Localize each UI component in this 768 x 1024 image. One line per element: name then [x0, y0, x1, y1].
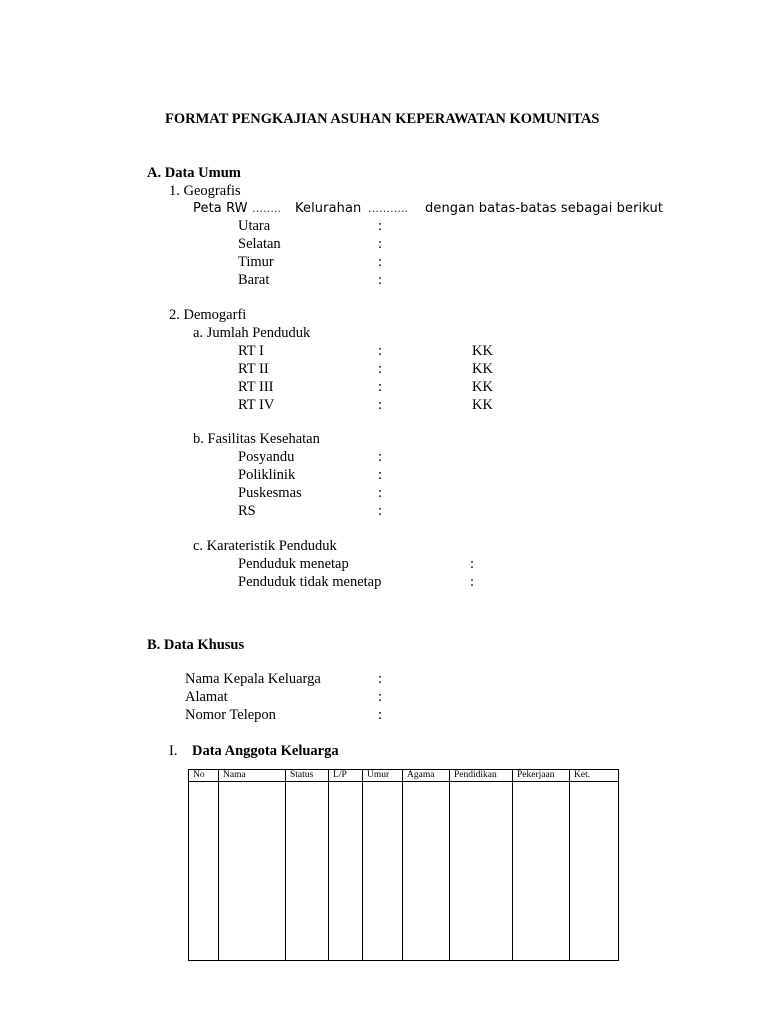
table-cell[interactable] [403, 782, 450, 961]
batas-text: dengan batas-batas sebagai berikut [425, 201, 664, 216]
col-ket: Ket. [570, 770, 619, 782]
table-cell[interactable] [450, 782, 513, 961]
jumlah-penduduk-label: a. Jumlah Penduduk [193, 325, 311, 341]
fasilitas-item: Poliklinik [238, 467, 296, 483]
fasilitas-item: Posyandu [238, 449, 295, 465]
colon: : [470, 574, 475, 590]
peta-rw-dots: …….. [252, 202, 281, 215]
colon: : [378, 467, 383, 483]
peta-rw-label: Peta RW [193, 201, 248, 216]
colon: : [378, 218, 383, 234]
rt-item: RT III [238, 379, 274, 395]
section-a-heading: A. Data Umum [147, 165, 241, 181]
batas-item: Barat [238, 272, 270, 288]
anggota-keluarga-table [188, 769, 619, 961]
colon: : [378, 503, 383, 519]
fasilitas-label: b. Fasilitas Kesehatan [193, 431, 320, 447]
field-label: Nama Kepala Keluarga [185, 671, 321, 687]
table-cell[interactable] [329, 782, 363, 961]
colon: : [378, 671, 383, 687]
table-cell[interactable] [513, 782, 570, 961]
colon: : [378, 485, 383, 501]
colon: : [378, 707, 383, 723]
colon: : [378, 236, 383, 252]
geografis-label: 1. Geografis [169, 183, 241, 199]
colon: : [378, 343, 383, 359]
kk-unit: KK [472, 379, 493, 395]
karakteristik-item: Penduduk menetap [238, 556, 349, 572]
demografi-label: 2. Demogarfi [169, 307, 247, 323]
rt-item: RT I [238, 343, 264, 359]
sub-numeral: I. [169, 743, 178, 759]
table-cell[interactable] [570, 782, 619, 961]
col-nama: Nama [219, 770, 286, 782]
kk-unit: KK [472, 361, 493, 377]
col-lp: L/P [329, 770, 363, 782]
col-agama: Agama [403, 770, 450, 782]
fasilitas-item: Puskesmas [238, 485, 302, 501]
colon: : [378, 397, 383, 413]
table-header-row [189, 770, 619, 782]
colon: : [378, 689, 383, 705]
kelurahan-label: Kelurahan [295, 201, 362, 216]
col-umur: Umur [363, 770, 403, 782]
kk-unit: KK [472, 343, 493, 359]
document-title: FORMAT PENGKAJIAN ASUHAN KEPERAWATAN KOMUNITAS [165, 111, 600, 127]
kelurahan-dots: ……….. [368, 202, 408, 215]
field-label: Nomor Telepon [185, 707, 276, 723]
batas-item: Selatan [238, 236, 281, 252]
section-b-heading: B. Data Khusus [147, 637, 245, 653]
colon: : [378, 272, 383, 288]
table-cell[interactable] [189, 782, 219, 961]
kk-unit: KK [472, 397, 493, 413]
colon: : [378, 379, 383, 395]
colon: : [378, 361, 383, 377]
fasilitas-item: RS [238, 503, 256, 519]
col-no: No [189, 770, 219, 782]
karakteristik-item: Penduduk tidak menetap [238, 574, 382, 590]
table-cell[interactable] [219, 782, 286, 961]
colon: : [470, 556, 475, 572]
rt-item: RT II [238, 361, 269, 377]
batas-item: Utara [238, 218, 271, 234]
anggota-keluarga-heading: Data Anggota Keluarga [192, 743, 339, 759]
colon: : [378, 254, 383, 270]
colon: : [378, 449, 383, 465]
col-status: Status [286, 770, 329, 782]
table-row [189, 782, 619, 961]
batas-item: Timur [238, 254, 274, 270]
table-cell[interactable] [363, 782, 403, 961]
karakteristik-label: c. Karateristik Penduduk [193, 538, 337, 554]
col-pendidikan: Pendidikan [450, 770, 513, 782]
table-cell[interactable] [286, 782, 329, 961]
field-label: Alamat [185, 689, 228, 705]
col-pekerjaan: Pekerjaan [513, 770, 570, 782]
rt-item: RT IV [238, 397, 275, 413]
